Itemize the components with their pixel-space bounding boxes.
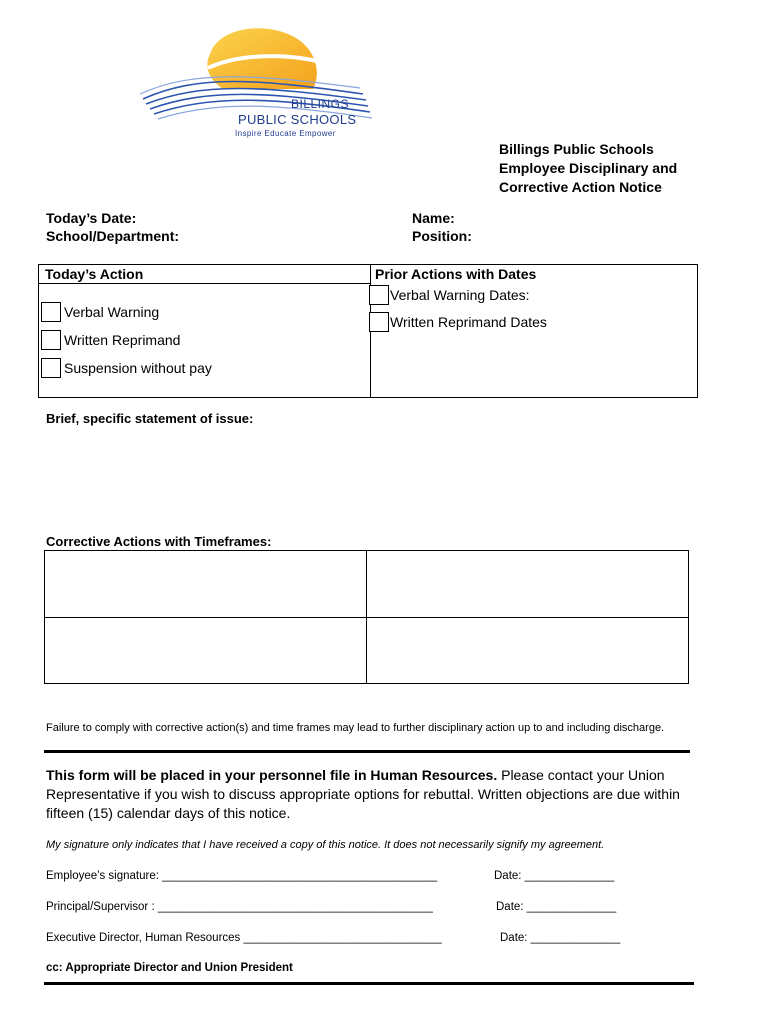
todays-action-box (38, 264, 371, 398)
notice-bold: This form will be placed in your personnel file in Human Resources. (46, 767, 498, 783)
verbal-warning-label: Verbal Warning (64, 304, 160, 320)
written-reprimand-label: Written Reprimand (64, 332, 181, 348)
logo-text-public-schools: PUBLIC SCHOOLS (238, 112, 357, 127)
employee-signature-line[interactable]: Employee’s signature: ___________________________________________ (46, 870, 438, 882)
prior-verbal-checkbox[interactable] (369, 285, 389, 305)
acknowledgement-text: My signature only indicates that I have received a copy of this notice. It does not necessarily signify my agreement. (46, 839, 605, 851)
corrective-table (44, 550, 689, 684)
header-line-2: Employee Disciplinary and (499, 160, 678, 176)
employee-date-line[interactable]: Date: ______________ (494, 870, 615, 882)
cc-line: cc: Appropriate Director and Union President (46, 962, 293, 974)
director-signature-line[interactable]: Executive Director, Human Resources _______________________________ (46, 932, 442, 944)
divider-rule-top (44, 750, 690, 753)
principal-date-line[interactable]: Date: ______________ (496, 901, 617, 913)
logo-text-billings: BILLINGS (291, 97, 350, 111)
prior-written-label: Written Reprimand Dates (390, 314, 547, 330)
principal-signature-line[interactable]: Principal/Supervisor : ___________________________________________ (46, 901, 433, 913)
prior-actions-title: Prior Actions with Dates (375, 266, 537, 282)
notice-paragraph (46, 766, 694, 823)
name-label: Name: (412, 210, 455, 226)
divider-rule-bottom (44, 982, 694, 985)
corrective-cell-2[interactable] (367, 551, 688, 617)
suspension-checkbox[interactable] (41, 358, 61, 378)
header-line-3: Corrective Action Notice (499, 179, 662, 195)
statement-area[interactable] (46, 430, 690, 526)
prior-verbal-label: Verbal Warning Dates: (390, 287, 530, 303)
corrective-cell-4[interactable] (367, 618, 688, 683)
todays-action-divider (39, 283, 370, 284)
corrective-cell-1[interactable] (45, 551, 366, 617)
director-date-line[interactable]: Date: ______________ (500, 932, 621, 944)
position-label: Position: (412, 228, 472, 244)
corrective-cell-3[interactable] (45, 618, 366, 683)
prior-actions-box (370, 264, 698, 398)
header-line-1: Billings Public Schools (499, 141, 654, 157)
school-department-label: School/Department: (46, 228, 180, 244)
todays-action-title: Today’s Action (45, 266, 144, 282)
failure-note: Failure to comply with corrective action(s) and time frames may lead to further disciplinary action up to and including discharge. (46, 722, 665, 734)
todays-date-label: Today’s Date: (46, 210, 137, 226)
corrective-label: Corrective Actions with Timeframes: (46, 534, 272, 549)
prior-written-checkbox[interactable] (369, 312, 389, 332)
written-reprimand-checkbox[interactable] (41, 330, 61, 350)
district-logo (138, 24, 378, 142)
notice-rest: Please contact your Union Representative if you wish to discuss appropriate options for rebuttal. Written objections are due within fifteen (15) calendar days of this notice. (46, 767, 680, 821)
verbal-warning-checkbox[interactable] (41, 302, 61, 322)
statement-label: Brief, specific statement of issue: (46, 411, 254, 426)
logo-tagline: Inspire Educate Empower (235, 129, 336, 138)
suspension-label: Suspension without pay (64, 360, 212, 376)
